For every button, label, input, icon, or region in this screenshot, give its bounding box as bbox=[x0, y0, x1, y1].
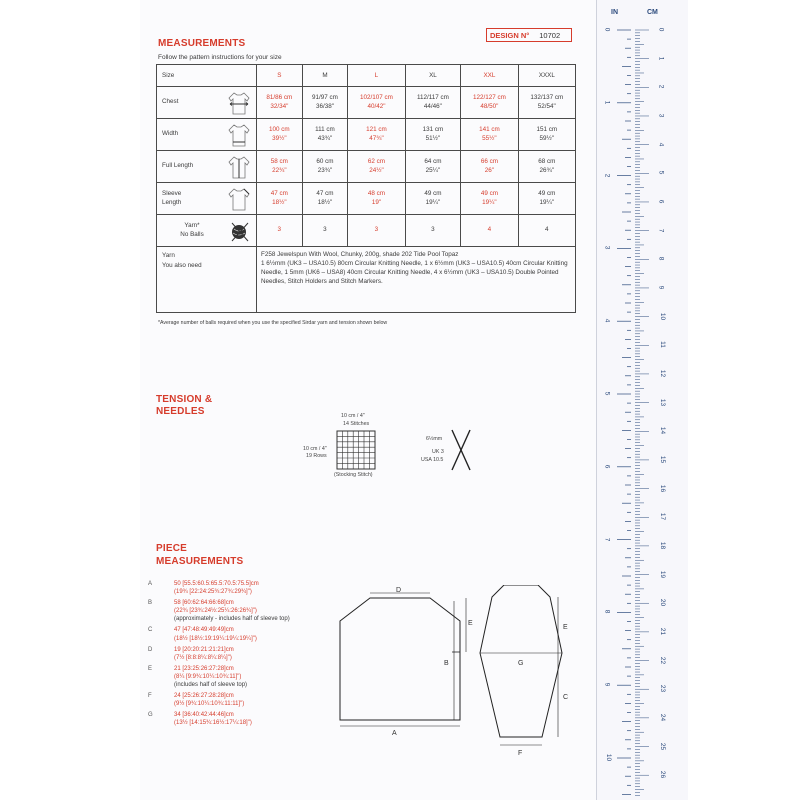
ruler-inch-number: 5 bbox=[603, 391, 611, 396]
sweater-chest-icon bbox=[226, 90, 252, 116]
ruler-cm-number: 18 bbox=[659, 541, 667, 550]
yarn-row-label-cell bbox=[157, 247, 257, 313]
piece-measure-b: B 58 [60:62:64:66:68]cm (22¾ [23¾:24½:25¼:26:26¾]") (approximately - includes half of sleeve top) bbox=[148, 600, 290, 623]
needle-size-uk: UK 3 bbox=[432, 449, 444, 455]
piece-measure-g: G 34 [36:40:42:44:46]cm (13½ [14:15¾:16½:17¼:18]") bbox=[148, 712, 252, 727]
design-label: DESIGN N° bbox=[490, 30, 530, 40]
length-row bbox=[157, 151, 576, 183]
label-a: A bbox=[392, 730, 397, 737]
width-xxl: 141 cm 55½" bbox=[461, 119, 518, 151]
chest-label: Chest bbox=[162, 98, 179, 106]
ruler-cm-number: 23 bbox=[659, 685, 667, 693]
sleeve-s: 47 cm 18½" bbox=[257, 183, 303, 215]
ruler-cm-number: 24 bbox=[659, 713, 667, 721]
width-label-cell bbox=[157, 119, 257, 151]
tension-rows: 19 Rows bbox=[306, 453, 327, 459]
chest-l: 102/107 cm 40/42" bbox=[348, 87, 405, 119]
ruler-inch-number: 9 bbox=[603, 682, 611, 687]
width-xl: 131 cm 51½" bbox=[405, 119, 461, 151]
tension-swatch-grid-icon bbox=[336, 430, 376, 470]
piece-measure-f: F 24 [25:26:27:28:28]cm (9½ [9¾:10¼:10¾:11:11]") bbox=[148, 693, 245, 708]
ruler-inch-number: 3 bbox=[603, 246, 611, 250]
size-xxl: XXL bbox=[461, 65, 518, 87]
label-e-sleeve: E bbox=[563, 624, 568, 631]
ruler-cm-number: 26 bbox=[659, 771, 667, 779]
width-l: 121 cm 47¾" bbox=[348, 119, 405, 151]
chest-xl: 112/117 cm 44/46" bbox=[405, 87, 461, 119]
length-label-cell bbox=[157, 151, 257, 183]
length-xl: 64 cm 25¼" bbox=[405, 151, 461, 183]
ruler-inch-number: 6 bbox=[603, 464, 611, 469]
size-xxxl: XXXL bbox=[518, 65, 575, 87]
width-m: 111 cm 43¾" bbox=[302, 119, 348, 151]
ruler-cm-number: 8 bbox=[657, 256, 665, 261]
size-m: M bbox=[302, 65, 348, 87]
ruler-cm-number: 4 bbox=[657, 142, 665, 146]
balls-label: No Balls bbox=[180, 230, 204, 238]
ruler-cm-number: 6 bbox=[657, 199, 665, 204]
design-number: 10702 bbox=[539, 30, 561, 40]
ruler-cm-number: 16 bbox=[659, 484, 667, 492]
label-f: F bbox=[518, 750, 523, 755]
intro-text: Follow the pattern instructions for your size bbox=[158, 54, 282, 61]
piece-measure-a: A 50 [55.5:60.5:65.5:70.5:75.5]cm (19¾ [22:24:25¾:27¾:29¾]") bbox=[148, 581, 259, 596]
sweater-length-icon bbox=[226, 154, 252, 180]
label-d: D bbox=[396, 587, 402, 594]
ruler-cm-number: 20 bbox=[659, 599, 667, 607]
chest-xxxl: 132/137 cm 52/54" bbox=[518, 87, 575, 119]
tension-title: TENSION & NEEDLES bbox=[156, 394, 213, 417]
ruler-inch-number: 2 bbox=[603, 173, 611, 177]
size-header-row bbox=[157, 65, 576, 87]
sleeve-label: Sleeve Length bbox=[162, 190, 182, 206]
width-row bbox=[157, 119, 576, 151]
you-also-need-label: You also need bbox=[162, 262, 202, 270]
measurements-title: MEASUREMENTS bbox=[158, 38, 246, 49]
balls-s: 3 bbox=[257, 215, 303, 247]
piece-measure-c: C 47 [47:48:49:49:49]cm (18½ [18½:19:19¼:19¼:19¼]") bbox=[148, 627, 257, 642]
yarn-description: F258 Jewelspun With Wool, Chunky, 200g, shade 202 Tide Pool Topaz bbox=[261, 251, 459, 258]
ruler-inch-number: 8 bbox=[603, 610, 611, 614]
chest-row bbox=[157, 87, 576, 119]
ruler-cm-number: 15 bbox=[659, 455, 667, 464]
measuring-ruler bbox=[596, 0, 688, 800]
ruler-cm-number: 7 bbox=[657, 228, 665, 232]
sleeve-xxl: 49 cm 19¼" bbox=[461, 183, 518, 215]
piece-measurements-title: PIECE MEASUREMENTS bbox=[156, 543, 244, 567]
chest-xxl: 122/127 cm 48/50" bbox=[461, 87, 518, 119]
sweater-width-icon bbox=[226, 122, 252, 148]
piece-measure-d: D 19 [20:20:21:21:21]cm (7½ [8:8:8¼:8¼:8¼]") bbox=[148, 646, 234, 661]
size-s: S bbox=[257, 65, 303, 87]
sleeve-row bbox=[157, 183, 576, 215]
width-s: 100 cm 39½" bbox=[257, 119, 303, 151]
size-xl: XL bbox=[405, 65, 461, 87]
tension-side-measure: 10 cm / 4" bbox=[303, 446, 327, 452]
ruler-cm-number: 5 bbox=[657, 170, 665, 175]
ruler-cm-number: 13 bbox=[659, 398, 667, 406]
ruler-cm-number: 9 bbox=[657, 285, 665, 290]
crossed-needles-icon bbox=[448, 428, 474, 472]
sleeve-xl: 49 cm 19¼" bbox=[405, 183, 461, 215]
balls-xl: 3 bbox=[405, 215, 461, 247]
length-label: Full Length bbox=[162, 162, 194, 170]
ruler-cm-number: 2 bbox=[657, 85, 665, 89]
ruler-ticks bbox=[597, 0, 689, 800]
ruler-inch-number: 0 bbox=[603, 27, 611, 32]
sleeve-xxxl: 49 cm 19¼" bbox=[518, 183, 575, 215]
length-m: 60 cm 23¾" bbox=[302, 151, 348, 183]
sleeve-m: 47 cm 18½" bbox=[302, 183, 348, 215]
ruler-cm-number: 22 bbox=[659, 656, 667, 664]
label-c: C bbox=[563, 694, 569, 701]
piece-measure-e: E 21 [23:25:26:27:28]cm (8¼ [9:9¾:10¼:10¾:11]") (includes half of sleeve top) bbox=[148, 665, 248, 689]
size-label: Size bbox=[157, 65, 257, 87]
width-label: Width bbox=[162, 130, 179, 138]
ruler-inch-number: 4 bbox=[603, 318, 611, 323]
length-xxl: 66 cm 26" bbox=[461, 151, 518, 183]
width-xxxl: 151 cm 59½" bbox=[518, 119, 575, 151]
ruler-inch-number: 10 bbox=[605, 753, 613, 762]
ruler-cm-number: 17 bbox=[659, 513, 667, 521]
needles-description: 1 6½mm (UK3 – USA10.5) 80cm Circular Knitting Needle, 1 x 6½mm (UK3 – USA10.5) 40cm Circular Knitting Needle, 1 5mm (UK6 – USA8) 40cm Circular Knitting Needle, 4 x 6½mm (UK3 – USA10.5) Double Pointed Needles, Stitch Holders and Stitch Markers. bbox=[261, 260, 568, 286]
yarn-details-cell bbox=[257, 247, 576, 313]
measurements-table bbox=[156, 64, 576, 313]
label-b: B bbox=[444, 660, 449, 667]
ruler-cm-number: 10 bbox=[659, 312, 667, 320]
ruler-inch-number: 7 bbox=[603, 537, 611, 541]
footnote: *Average number of balls required when you use the specified Sirdar yarn and tension shown below bbox=[158, 320, 388, 326]
yarn-label: Yarn* bbox=[184, 222, 200, 229]
balls-xxl: 4 bbox=[461, 215, 518, 247]
size-l: L bbox=[348, 65, 405, 87]
balls-xxxl: 4 bbox=[518, 215, 575, 247]
tension-stitches: 14 Stitches bbox=[343, 421, 370, 427]
length-s: 58 cm 22¾" bbox=[257, 151, 303, 183]
ruler-cm-number: 11 bbox=[658, 341, 666, 349]
length-l: 62 cm 24½" bbox=[348, 151, 405, 183]
sleeve-l: 48 cm 19" bbox=[348, 183, 405, 215]
balls-m: 3 bbox=[302, 215, 348, 247]
sleeve-label-cell bbox=[157, 183, 257, 215]
yarn-row-label: Yarn bbox=[162, 252, 175, 259]
sleeve-length-icon bbox=[226, 186, 252, 212]
chest-label-cell bbox=[157, 87, 257, 119]
tension-top-measure: 10 cm / 4" bbox=[341, 413, 365, 419]
needle-size-usa: USA 10.5 bbox=[421, 457, 444, 463]
needle-size-mm: 6½mm bbox=[426, 436, 443, 442]
chest-m: 91/97 cm 36/38" bbox=[302, 87, 348, 119]
ruler-cm-number: 0 bbox=[657, 27, 665, 32]
ruler-cm-number: 1 bbox=[657, 56, 665, 60]
tension-stitch-type: (Stocking Stitch) bbox=[334, 472, 373, 478]
yarn-row bbox=[157, 247, 576, 313]
balls-l: 3 bbox=[348, 215, 405, 247]
ruler-cm-number: 14 bbox=[659, 427, 667, 435]
ruler-cm-number: 19 bbox=[659, 570, 667, 578]
chest-s: 81/86 cm 32/34" bbox=[257, 87, 303, 119]
yarn-ball-icon bbox=[228, 219, 252, 243]
ruler-cm-label: CM bbox=[647, 9, 658, 16]
balls-row bbox=[157, 215, 576, 247]
label-g: G bbox=[518, 660, 524, 667]
ruler-cm-number: 12 bbox=[659, 369, 667, 378]
length-xxxl: 68 cm 26¾" bbox=[518, 151, 575, 183]
ruler-inch-number: 1 bbox=[603, 100, 611, 105]
design-number-box bbox=[486, 28, 572, 42]
ruler-cm-number: 25 bbox=[659, 742, 667, 750]
piece-schematic-diagram bbox=[320, 585, 590, 755]
ruler-cm-number: 21 bbox=[659, 627, 667, 635]
ruler-in-label: IN bbox=[611, 9, 618, 16]
ruler-cm-number: 3 bbox=[657, 113, 665, 118]
balls-label-cell bbox=[157, 215, 257, 247]
piece-measurements-list bbox=[148, 580, 290, 731]
label-e-body: E bbox=[468, 620, 473, 627]
